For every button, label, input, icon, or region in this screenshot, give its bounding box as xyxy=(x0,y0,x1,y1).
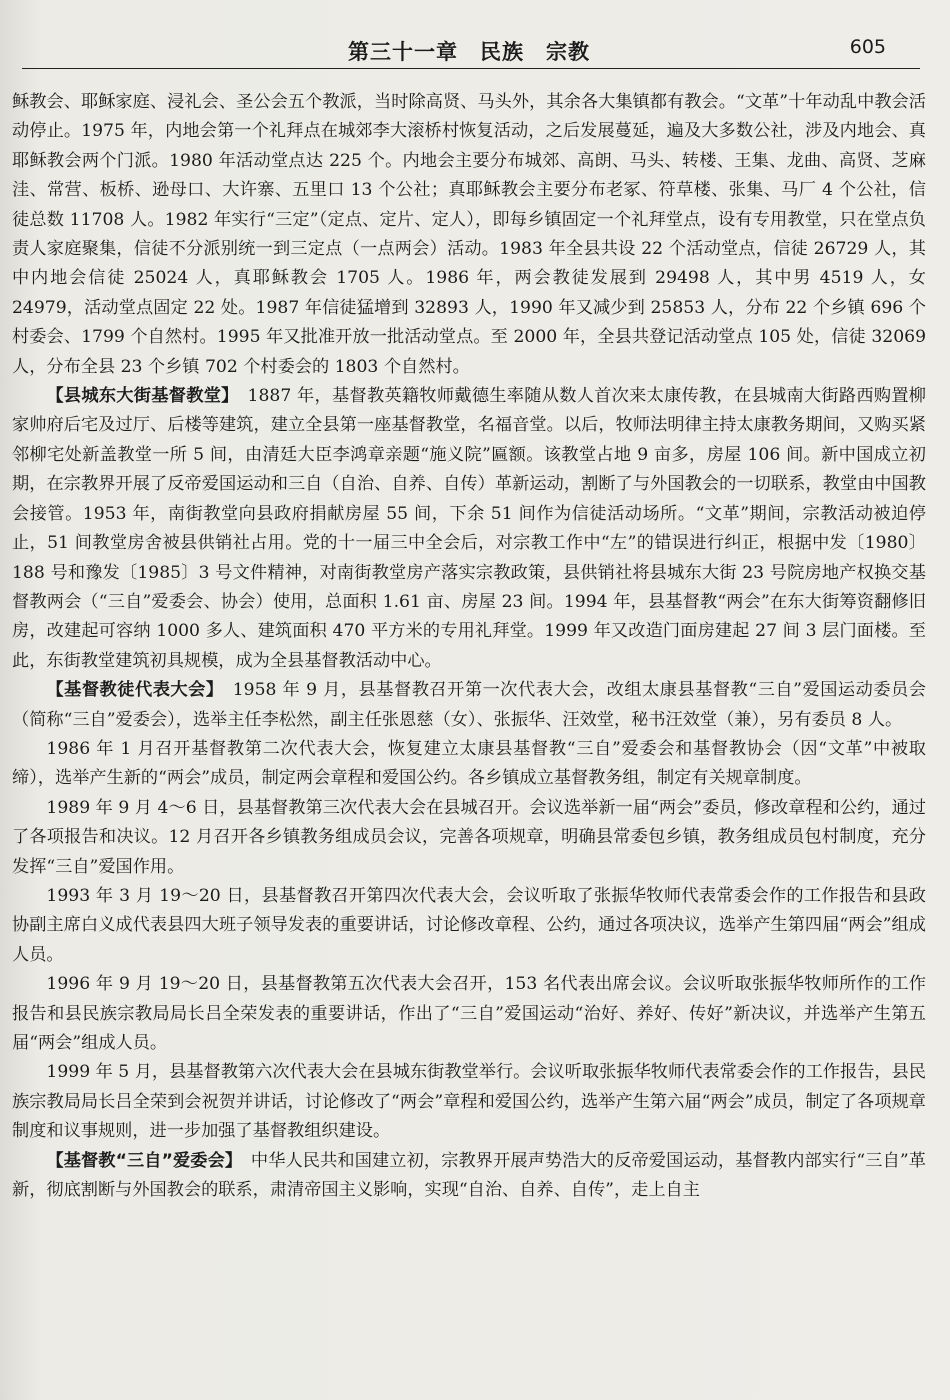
paragraph xyxy=(12,676,926,735)
paragraph-text: 1993 年 3 月 19～20 日，县基督教召开第四次代表大会，会议听取了张振华牧师代表常委会作的工作报告和县政协副主席白义成代表县四大班子领导发表的重要讲话，讨论修改章程、公约，通过各项决议，选举产生第四届“两会”组成人员。 xyxy=(12,885,926,965)
section-heading: 【基督教徒代表大会】 xyxy=(46,680,215,701)
paragraph xyxy=(12,794,926,882)
paragraph-text: 1887 年，基督教英籍牧师戴德生率随从数人首次来太康传教，在县城南大街路西购置柳家帅府后宅及过厅、后楼等建筑，建立全县第一座基督教堂，名福音堂。以后，牧师法明律主持太康教务期间，又购买紧邻柳宅处新盖教堂一所 5 间，由清廷大臣李鸿章亲题“施义院”匾额。该教堂占地 9 亩多，房屋 106 间。新中国成立初期，在宗教界开展了反帝爱国运动和三自（自治、自养、自传）革新运动，割断了与外国教会的一切联系，教堂由中国教会接管。1953 年，南街教堂向县政府捐献房屋 55 间，下余 51 间作为信徒活动场所。“文革”期间，宗教活动被迫停止，51 间教堂房舍被县供销社占用。党的十一届三中全会后，对宗教工作中“左”的错误进行纠正，根据中发〔1980〕188 号和豫发〔1985〕3 号文件精神，对南街教堂房产落实宗教政策，县供销社将县城东大街 23 号院房地产权换交基督教两会（“三自”爱委会、协会）使用，总面积 1.61 亩、房屋 23 间。1994 年，县基督教“两会”在东大街筹资翻修旧房，改建起可容纳 1000 多人、建筑面积 470 平方米的专用礼拜堂。1999 年又改造门面房建起 27 间 3 层门面楼。至此，东街教堂建筑初具规模，成为全县基督教活动中心。 xyxy=(12,386,926,671)
paragraph xyxy=(12,882,926,970)
paragraph-text: 1958 年 9 月，县基督教召开第一次代表大会，改组太康县基督教“三自”爱国运动委员会（简称“三自”爱委会），选举主任李松然，副主任张恩慈（女）、张振华、汪效堂，秘书汪效堂（兼），另有委员 8 人。 xyxy=(12,680,926,730)
paragraph xyxy=(12,735,926,794)
paragraph-text: 1996 年 9 月 19～20 日，县基督教第五次代表大会召开，153 名代表出席会议。会议听取张振华牧师所作的工作报告和县民族宗教局局长吕全荣发表的重要讲话，作出了“三自”爱国运动“治好、养好、传好”新决议，并选举产生第五届“两会”组成人员。 xyxy=(12,974,926,1053)
paragraph xyxy=(12,970,926,1058)
chapter-title: 第三十一章 民族 宗教 xyxy=(348,40,590,64)
paragraph xyxy=(12,88,926,382)
paragraph xyxy=(12,1147,926,1206)
paragraph-text: 稣教会、耶稣家庭、浸礼会、圣公会五个教派，当时除高贤、马头外，其余各大集镇都有教会。“文革”十年动乱中教会活动停止。1975 年，内地会第一个礼拜点在城郊李大滚桥村恢复活动，之后发展蔓延，遍及大多数公社，涉及内地会、真耶稣教会两个门派。1980 年活动堂点达 225 个。内地会主要分布城郊、高朗、马头、转楼、王集、龙曲、高贤、芝麻洼、常营、板桥、逊母口、大许寨、五里口 13 个公社；真耶稣教会主要分布老冢、符草楼、张集、马厂 4 个公社，信徒总数 11708 人。1982 年实行“三定”（定点、定片、定人），即每乡镇固定一个礼拜堂点，设有专用教堂，只在堂点负责人家庭聚集，信徒不分派别统一到三定点（一点两会）活动。1983 年全县共设 22 个活动堂点，信徒 26729 人，其中内地会信徒 25024 人，真耶稣教会 1705 人。1986 年，两会教徒发展到 29498 人，其中男 4519 人，女 24979，活动堂点固定 22 处。1987 年信徒猛增到 32893 人，1990 年又减少到 25853 人，分布 22 个乡镇 696 个村委会、1799 个自然村。1995 年又批准开放一批活动堂点。至 2000 年，全县共登记活动堂点 105 处，信徒 32069 人，分布全县 23 个乡镇 702 个村委会的 1803 个自然村。 xyxy=(12,92,926,377)
paragraph-text: 1999 年 5 月，县基督教第六次代表大会在县城东街教堂举行。会议听取张振华牧师代表常委会作的工作报告，县民族宗教局局长吕全荣到会祝贺并讲话，讨论修改了“两会”章程和爱国公约，选举产生第六届“两会”成员，制定了各项规章制度和议事规则，进一步加强了基督教组织建设。 xyxy=(12,1062,926,1142)
header-rule xyxy=(22,68,920,69)
section-heading: 【基督教“三自”爱委会】 xyxy=(46,1150,234,1171)
paragraph xyxy=(12,382,926,676)
paragraph-text: 中华人民共和国建立初，宗教界开展声势浩大的反帝爱国运动，基督教内部实行“三自”革新，彻底割断与外国教会的联系，肃清帝国主义影响，实现“自治、自养、自传”，走上自主 xyxy=(12,1150,926,1201)
page-body xyxy=(12,72,926,1205)
page-number: 605 xyxy=(849,36,886,58)
paragraph-text: 1989 年 9 月 4～6 日，县基督教第三次代表大会在县城召开。会议选举新一届“两会”委员，修改章程和公约，通过了各项报告和决议。12 月召开各乡镇教务组成员会议，完善各项规章，明确县常委包乡镇，教务组成员包村制度，充分发挥“三自”爱国作用。 xyxy=(12,797,926,877)
paragraph xyxy=(12,1058,926,1146)
running-header xyxy=(12,0,926,72)
paragraph-text: 1986 年 1 月召开基督教第二次代表大会，恢复建立太康县基督教“三自”爱委会和基督教协会（因“文革”中被取缔），选举产生新的“两会”成员，制定两会章程和爱国公约。各乡镇成立基督教务组，制定有关规章制度。 xyxy=(12,738,926,789)
section-heading: 【县城东大街基督教堂】 xyxy=(46,386,231,407)
